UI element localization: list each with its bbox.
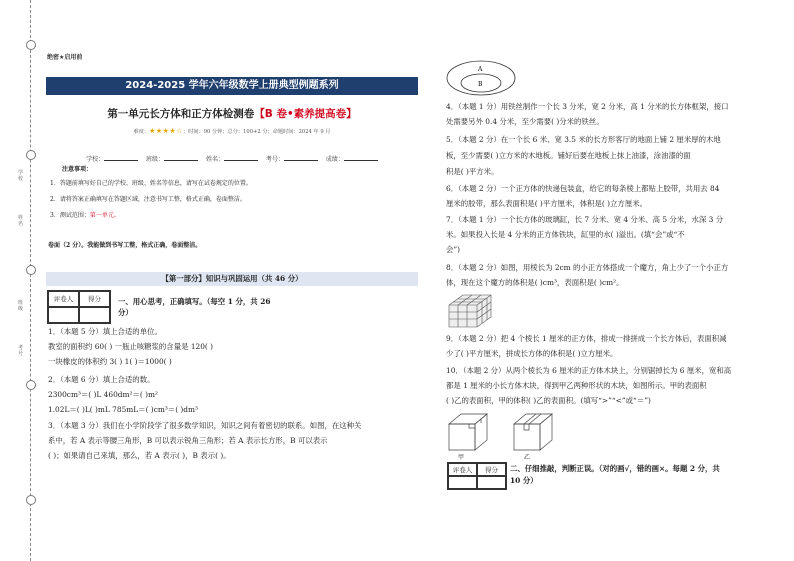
question-3-line-a: 3．（本题 3 分）我们在小学阶段学了很多数学知识，知识之间有着密切的联系。如图，在这种关 [48, 421, 362, 430]
question-8-line-a: 8．（本题 2 分）如图，用棱长为 2cm 的小正方体搭成一个魔方，角上少了一个小正方 [446, 263, 729, 272]
part2-heading: 二、仔细推敲，判断正误。（对的画√，错的画×。每题 2 分，共 [510, 464, 720, 473]
field-label-name: 姓名： [205, 156, 224, 163]
score-box-score-cell[interactable] [79, 307, 110, 323]
note-item: 1．答题前填写好自己的学校、班级、姓名等信息，请写在试卷规定的位置。 [50, 180, 252, 187]
binding-hole [26, 380, 36, 390]
note-item [50, 210, 120, 221]
notes-heading: 注意事项： [62, 166, 93, 173]
question-6-line-b: 厘米的胶带，那么表面积是( )平方厘米，体积是( )立方厘米。 [446, 199, 648, 208]
field-label-id: 考号： [265, 156, 284, 163]
binding-label-id: 考号 [18, 345, 24, 357]
question-3-line-c: ( )；如果请自己来填，那么，若 A 表示( )，B 表示( )。 [48, 451, 231, 460]
question-8-line-b: 体，现在这个魔方的体积是( )cm³，表面积是( )cm²。 [446, 278, 624, 287]
note-scope-value: 第一单元。 [89, 212, 120, 219]
score-box-part2 [447, 462, 507, 490]
block-yi-label: 乙 [524, 454, 531, 461]
field-line-name[interactable] [224, 154, 258, 161]
confidential-seal: 绝密★启用前 [47, 54, 83, 61]
binding-hole [26, 40, 36, 50]
series-banner: 2024-2025 学年六年级数学上册典型例题系列 [46, 77, 418, 95]
question-7-line-c: 会”) [446, 245, 461, 254]
score-box-score-label: 得分 [79, 291, 110, 307]
ellipse-label-b: B [478, 81, 483, 88]
neatness-line: 卷面（2 分）。我能做到书写工整，格式正确，卷面整洁。 [48, 242, 202, 249]
student-info-fields [46, 154, 418, 163]
score-box [47, 290, 111, 324]
score-box-reviewer-cell[interactable] [448, 476, 477, 489]
block-yi-figure [512, 410, 556, 454]
part1-heading: 一、用心思考，正确填写。（每空 1 分，共 26 [118, 297, 271, 306]
question-4-line-b: 处需要另外 0.4 分米，至少需要( )分米的铁丝。 [446, 117, 604, 126]
question-3-line-b: 系中，若 A 表示等腰三角形，B 可以表示锐角三角形；若 A 表示长方形，B 可以表示 [48, 436, 328, 445]
exam-meta [46, 127, 418, 135]
score-box-reviewer-label: 评卷人 [48, 291, 79, 307]
question-7-line-b: 米。如果投入长是 4 分米的正方体铁块，缸里的水( )溢出。(填“会”或“不 [446, 230, 685, 239]
question-1-line-b: 一块橡皮的体积约 3( ) 1( )＝1000( ) [48, 357, 172, 366]
question-5-line-a: 5．（本题 2 分）在一个长 6 米、宽 3.5 米的长方形客厅的地面上铺 2 厘米厚的木地 [446, 135, 721, 144]
score-box-reviewer-label: 评卷人 [448, 463, 477, 476]
question-1: 1．（本题 5 分）填上合适的单位。 [48, 327, 162, 336]
difficulty-label: 难度： [133, 129, 150, 135]
question-10-line-b: 都是 1 厘米的小长方体木块，得到甲乙两种形状的木块，如图所示。甲的表面积 [446, 381, 707, 390]
note-item: 2．请将答案正确填写在答题区域，注意书写工整，格式正确，卷面整洁。 [50, 196, 246, 203]
part1-heading-cont: 分） [118, 308, 133, 317]
exam-title-main: 第一单元长方体和正方体检测卷 [107, 108, 255, 120]
binding-margin [0, 0, 40, 561]
score-box-score-cell[interactable] [477, 476, 506, 489]
cube-puzzle-figure [447, 293, 493, 329]
block-jia-label: 甲 [458, 454, 465, 461]
question-2-line-a: 2300cm³＝( )L 460dm²＝( )m² [48, 390, 158, 399]
venn-ellipse-figure [446, 60, 516, 96]
section-part-one: 【第一部分】知识与巩固运用（共 46 分） [46, 272, 418, 286]
exam-title [46, 106, 418, 121]
field-line-class[interactable] [164, 154, 198, 161]
block-jia-figure [447, 410, 491, 454]
binding-label-class: 班级 [18, 300, 24, 312]
field-label-school: 学校： [86, 156, 105, 163]
question-4-line-a: 4．（本题 1 分）用铁丝制作一个长 3 分米，宽 2 分米，高 1 分米的长方体框架，接口 [446, 102, 729, 111]
score-box-reviewer-cell[interactable] [48, 307, 79, 323]
note-scope-label: 3．测试范围： [50, 212, 90, 219]
part2-heading-cont: 10 分） [510, 476, 538, 485]
ellipse-label-a: A [478, 66, 483, 73]
field-line-school[interactable] [104, 154, 138, 161]
binding-dashed-line [30, 0, 31, 561]
binding-hole [26, 495, 36, 505]
exam-meta-text: ；时间：90 分钟；总分：100+2 分；命题时间：2024 年 9 月 [183, 129, 331, 135]
field-line-score[interactable] [344, 154, 378, 161]
binding-label-name: 姓名 [18, 215, 24, 227]
question-9-line-b: 少了( )平方厘米，拼成长方体的体积是( )立方厘米。 [446, 349, 618, 358]
question-5-line-b: 板，至少需要( )立方米的木地板。铺好后要在地板上抹上油漆，涂油漆的面 [446, 151, 691, 160]
question-7-line-a: 7．（本题 1 分）一个长方体的玻璃缸，长 7 分米、宽 4 分米、高 5 分米，水深 3 分 [446, 215, 724, 224]
binding-hole [26, 150, 36, 160]
question-2: 2．（本题 6 分）填上合适的数。 [48, 375, 155, 384]
question-5-line-c: 积是( )平方米。 [446, 167, 499, 176]
question-1-line-a: 教室的面积约 60( ) 一瓶止咳糖浆的含量是 120( ) [48, 342, 214, 351]
question-10-line-a: 10．（本题 2 分）从两个棱长为 6 厘米的正方体木块上，分别锯掉长为 6 厘米，宽和高 [446, 366, 732, 375]
field-label-class: 班级： [146, 156, 165, 163]
question-10-line-c: ( )乙的表面积，甲的体积( )乙的表面积。(填写“>”“<”或“＝”) [446, 396, 651, 405]
score-box-score-label: 得分 [477, 463, 506, 476]
field-label-score: 成绩： [325, 156, 344, 163]
question-2-line-b: 1.02L＝( )L( )mL 785mL＝( )cm³＝( )dm³ [48, 405, 199, 414]
field-line-id[interactable] [284, 154, 318, 161]
exam-title-tag: 【B 卷•素养提高卷】 [254, 108, 357, 120]
difficulty-stars-icon: ★★★★☆ [149, 127, 183, 135]
question-6-line-a: 6．（本题 2 分）一个正方体的快递包装盒，给它的每条棱上都贴上胶带，共用去 84 [446, 184, 720, 193]
question-9-line-a: 9．（本题 2 分）把 4 个棱长 1 厘米的正方体，排成一排拼成一个长方体后，表面积减 [446, 334, 727, 343]
binding-label-school: 学校 [18, 170, 24, 182]
binding-hole [26, 265, 36, 275]
